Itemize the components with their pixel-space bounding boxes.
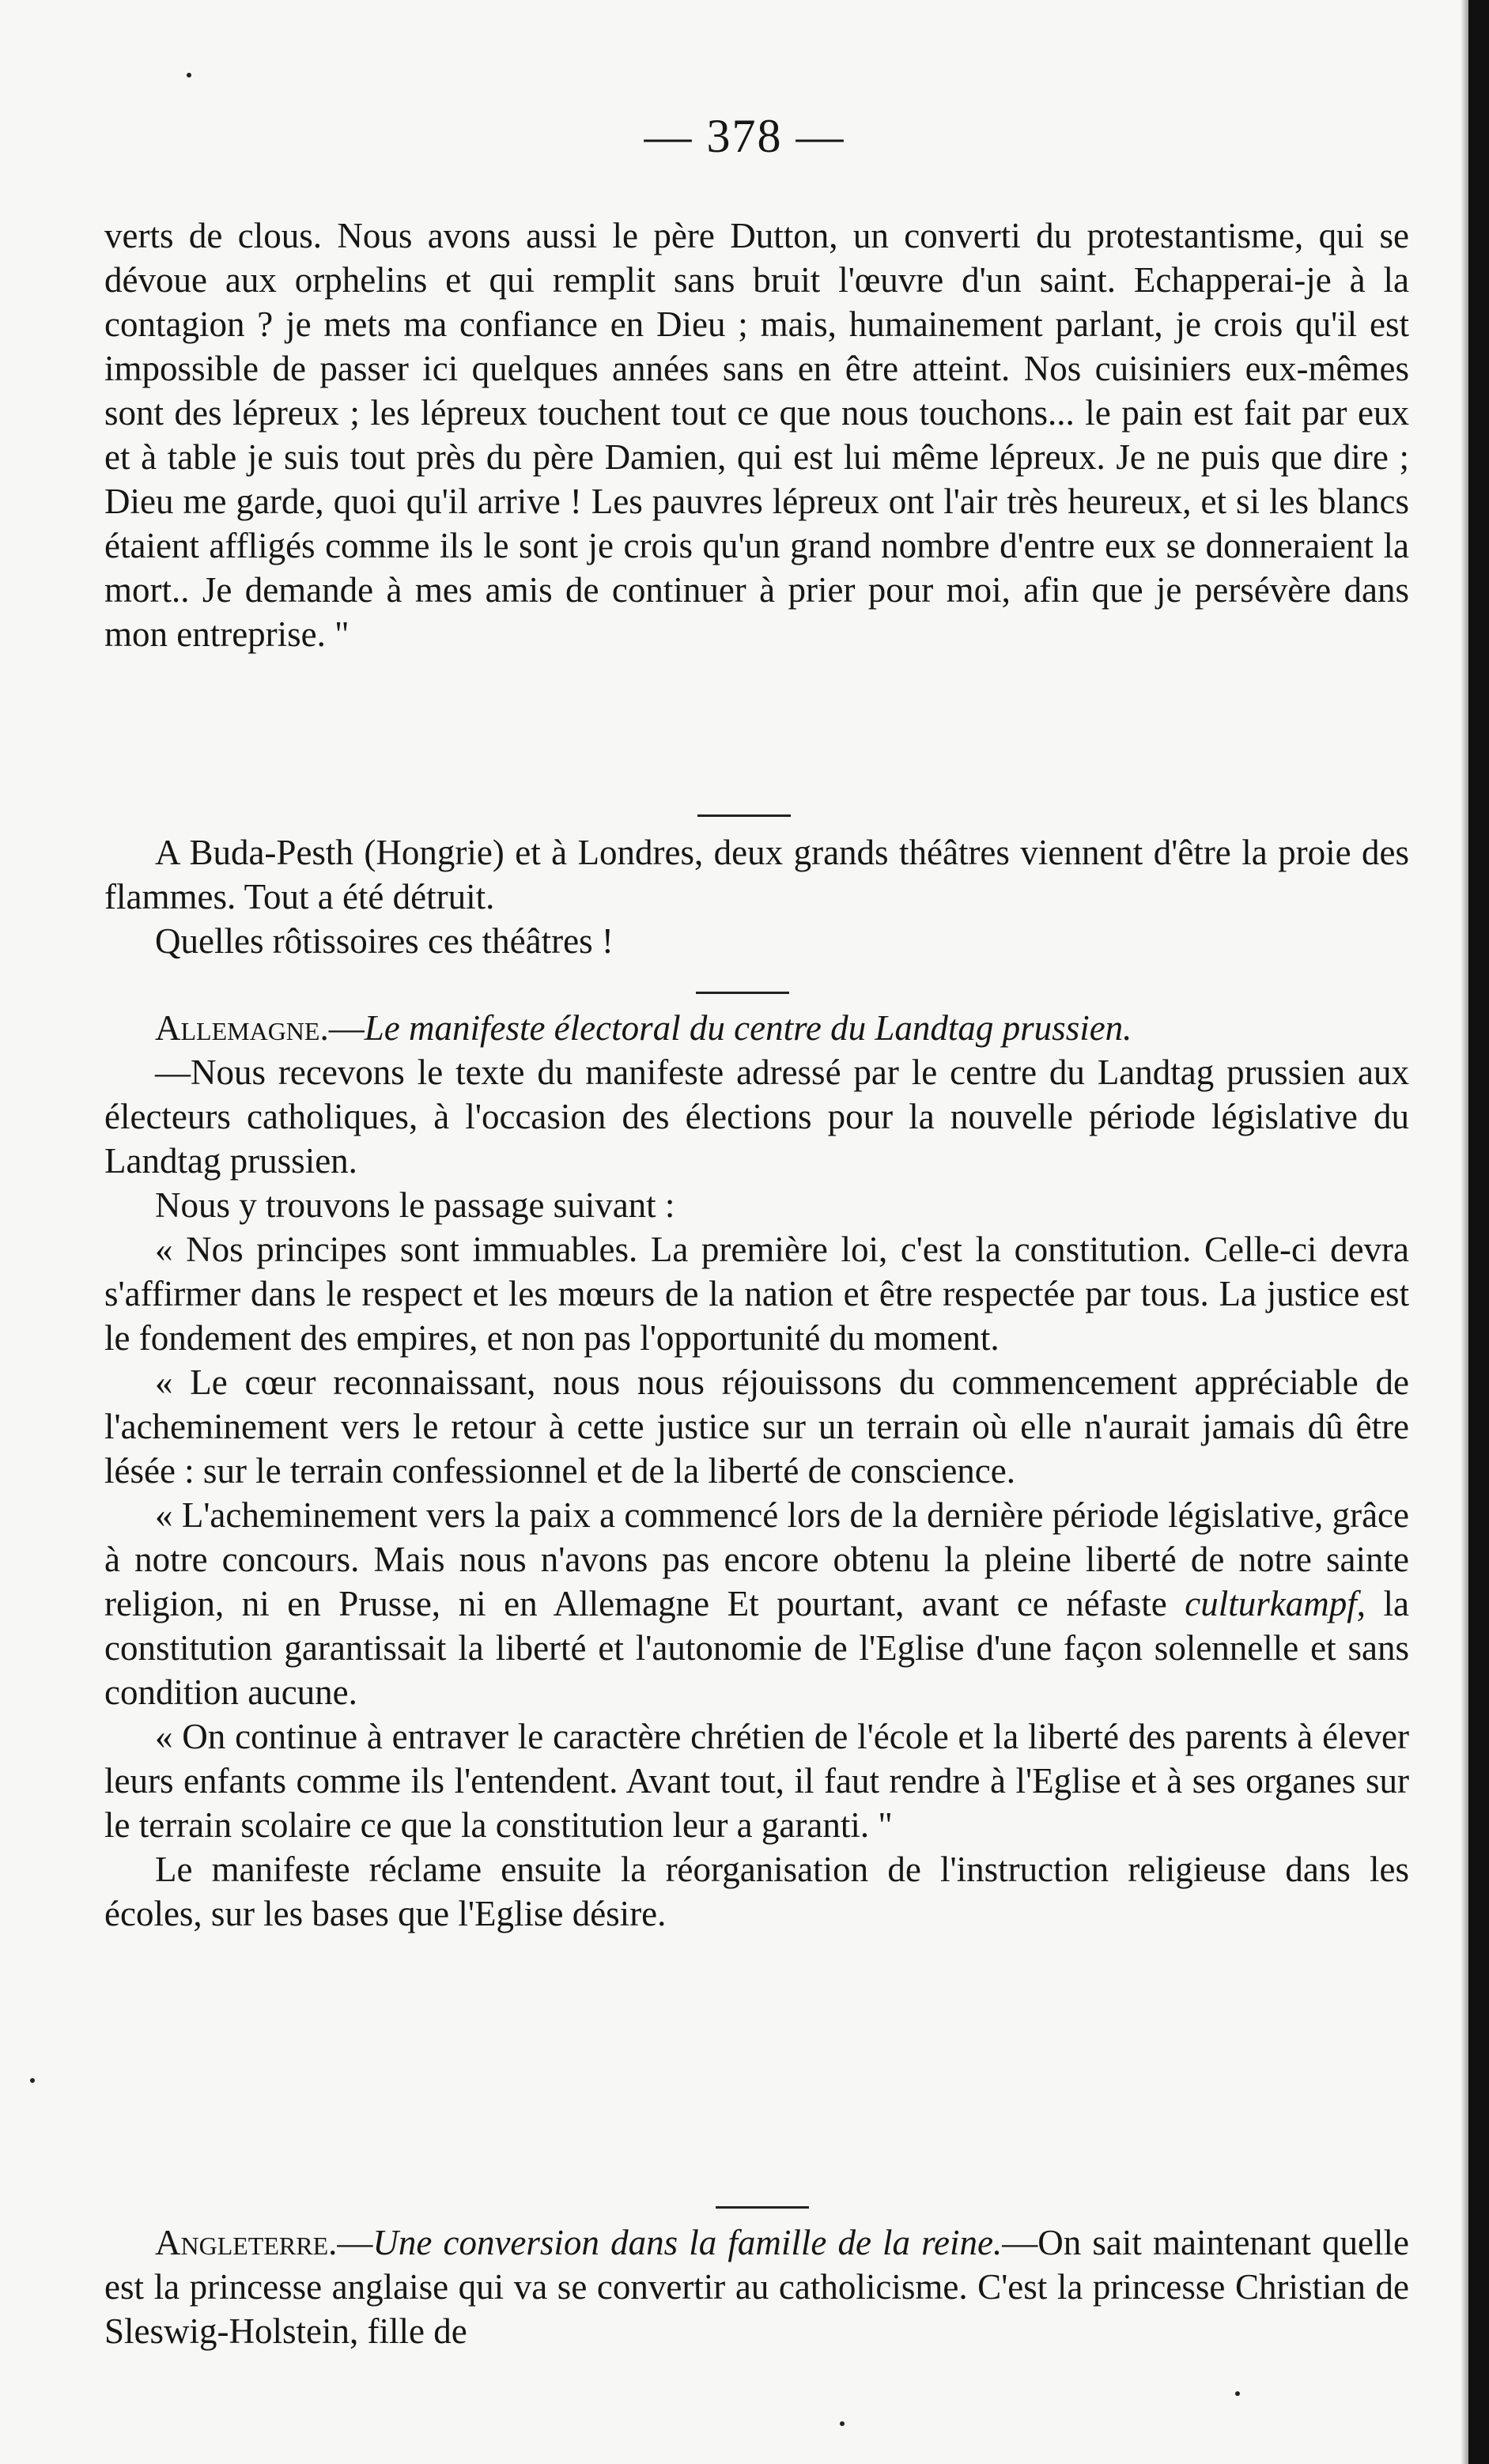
paragraph: Le manifeste réclame ensuite la réorganisation de l'instruction religieuse dans les écoles, sur les bases que l'Eglise désire. [104,1850,1409,1933]
paragraph: verts de clous. Nous avons aussi le père Dutton, un converti du protestantisme, qui se dévoue aux orphelins et qui remplit sans bruit l'œuvre d'un saint. Echapperai-je à la contagion ? je mets ma confiance en Dieu ; mais, humainement parlant, je crois qu'il est impossible de passer ici quelques années sans en être atteint. Nos cuisiniers eux-mêmes sont des lépreux ; les lépreux touchent tout ce que nous touchons... le pain est fait par eux et à table je suis tout près du père Damien, qui est lui même lépreux. Je ne puis que dire ; Dieu me garde, quoi qu'il arrive ! Les pauvres lépreux ont l'air très heureux, et si les blancs étaient affligés comme ils le sont je crois qu'un grand nombre d'entre eux se donneraient la mort.. Je demande à mes amis de continuer à prier pour moi, afin que je persévère dans mon entreprise. " [104,216,1409,654]
section-divider [697,814,791,817]
text-run: —On sait maintenant quelle est la princesse anglaise qui va se convertir au catholicisme. C'est la princesse Christian de Sleswig-Holstein, fille de [104,2223,1409,2351]
paragraph: « Le cœur reconnaissant, nous nous réjouissons du commencement appréciable de l'acheminement vers le retour à cette justice sur un terrain où elle n'aurait jamais dû être lésée : sur le terrain confessionnel et de la liberté de conscience. [104,1362,1409,1491]
angleterre-section [104,2220,1409,2353]
section-title: Une conversion dans la famille de la reine. [372,2223,1003,2262]
section-title: Le manifeste électoral du centre du Landtag prussien. [364,1008,1132,1048]
paragraph: « On continue à entraver le caractère chrétien de l'école et la liberté des parents à élever leurs enfants comme ils l'entendent. Avant tout, il faut rendre à l'Eglise et à ses organes sur le terrain scolaire ce que la constitution leur a garanti. " [104,1717,1409,1845]
paragraph: « Nos principes sont immuables. La première loi, c'est la constitution. Celle-ci devra s'affirmer dans le respect et les mœurs de la nation et être respectée par tous. La justice est le fondement des empires, et non pas l'opportunité du moment. [104,1230,1409,1358]
buda-section [104,830,1409,963]
paragraph: Quelles rôtissoires ces théâtres ! [155,921,614,961]
country-label: Allemagne.— [155,1008,365,1048]
section-heading [104,1006,1409,1050]
section-divider [716,2206,809,2209]
letter-continuation [104,214,1409,656]
print-speck [30,2078,35,2083]
text-run: , la constitution garantissait la liberté et l'autonomie de l'Eglise d'une façon solennelle et sans condition aucune. [104,1584,1409,1712]
print-speck [840,2421,845,2426]
page-edge-shadow [1468,0,1489,2464]
print-speck [1235,2391,1240,2396]
section-heading [104,2220,1409,2353]
section-divider [696,992,789,994]
page-number: — 378 — [644,110,845,162]
paragraph: Nous y trouvons le passage suivant : [155,1185,675,1225]
paragraph: A Buda-Pesth (Hongrie) et à Londres, deux grands théâtres viennent d'être la proie des flammes. Tout a été détruit. [104,833,1409,916]
text-run: « L'acheminement vers la paix a commencé lors de la dernière période législative, grâce à notre concours. Mais nous n'avons pas encore obtenu la pleine liberté de notre sainte religion, ni en Prusse, ni en Allemagne Et pourtant, avant ce néfaste [104,1495,1409,1623]
country-label: Angleterre.— [155,2223,373,2262]
allemagne-section [104,1006,1409,1936]
paragraph [104,1493,1409,1714]
print-speck [187,73,191,77]
italic-term: culturkampf [1185,1584,1357,1623]
paragraph: —Nous recevons le texte du manifeste adressé par le centre du Landtag prussien aux électeurs catholiques, à l'occasion des élections pour la nouvelle période législative du Landtag prussien. [104,1052,1409,1181]
